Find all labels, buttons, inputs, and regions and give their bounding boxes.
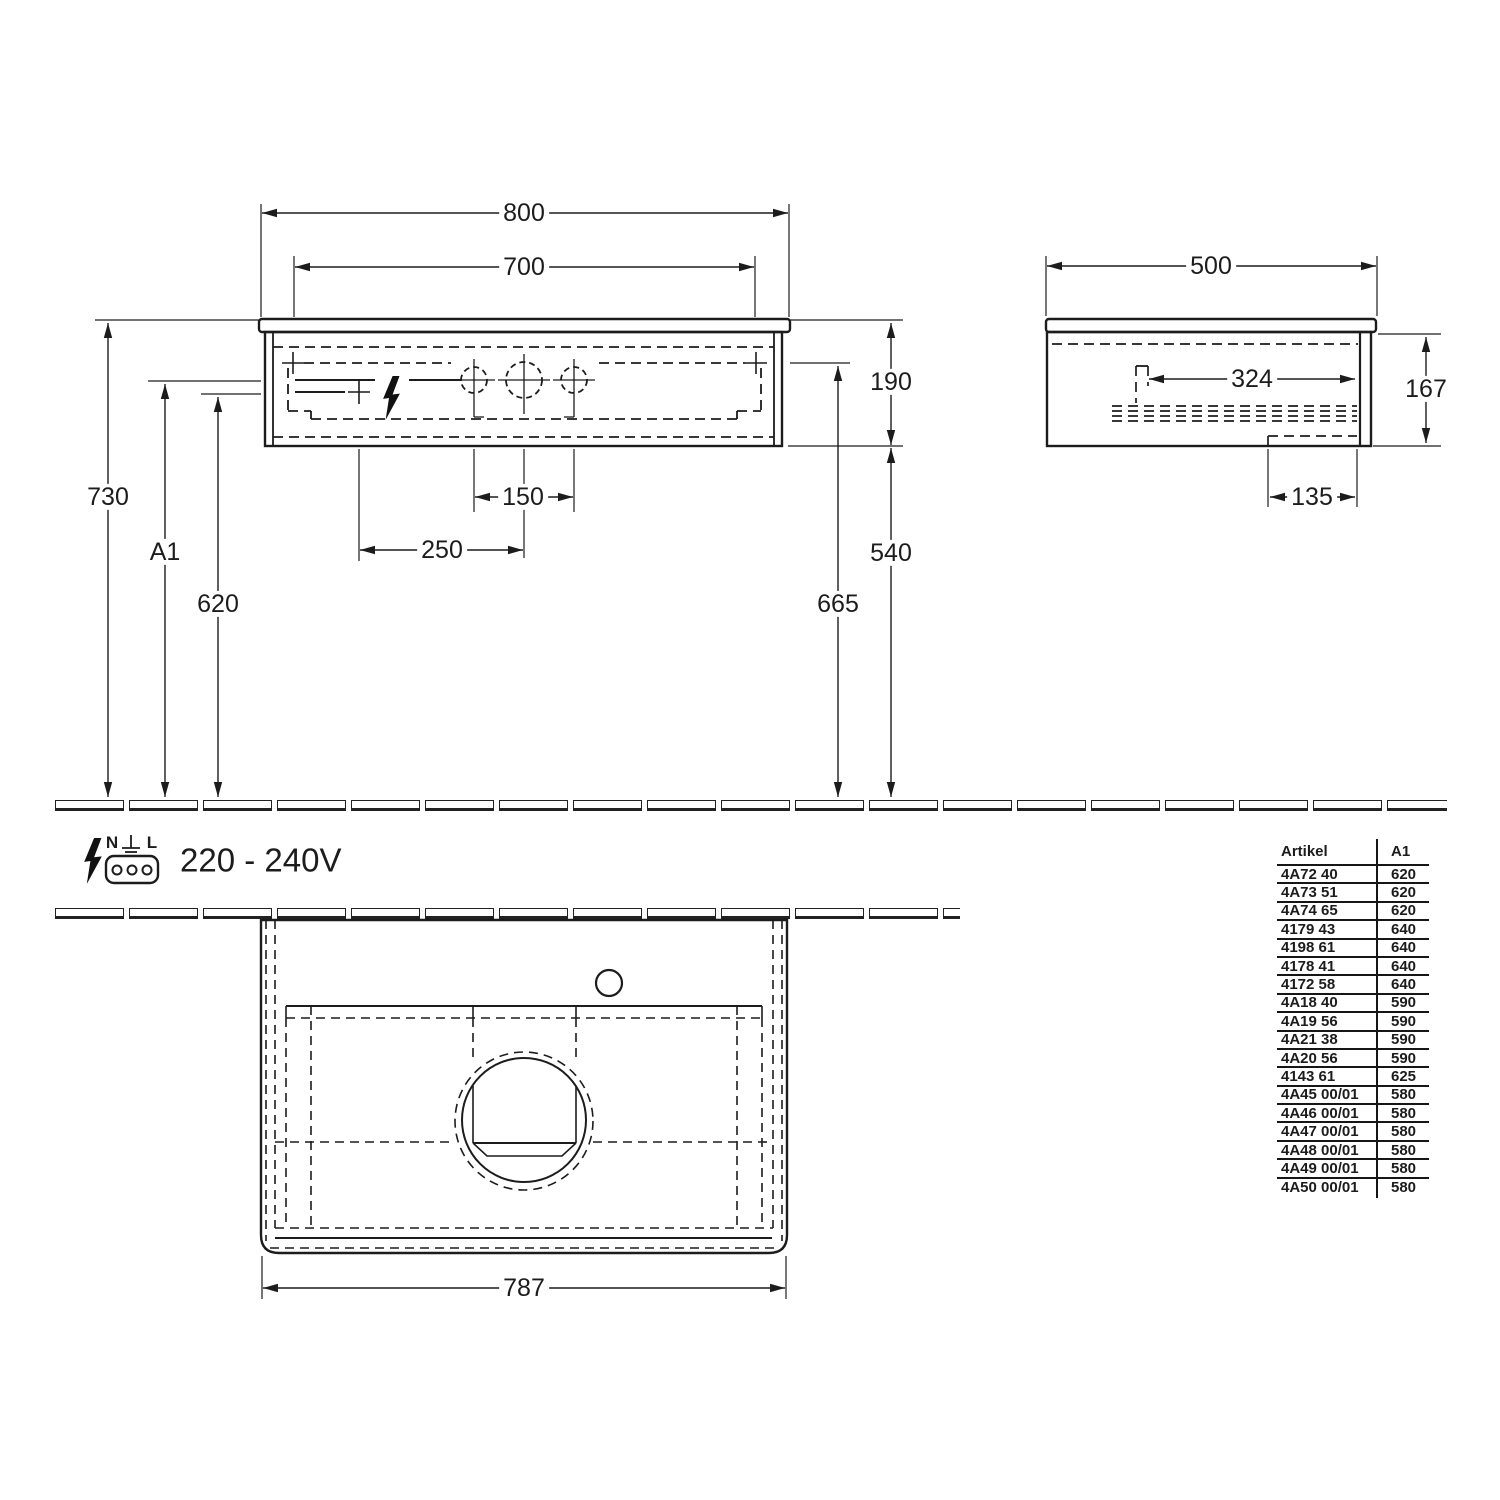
lightning-bolt-icon [383,376,400,420]
dim-665: 665 [813,591,863,617]
a1-cell: 640 [1391,939,1417,957]
col-header-artikel: Artikel [1281,843,1328,860]
artikel-cell: 4A47 00/01 [1281,1123,1359,1141]
countertop-side [1046,319,1376,332]
table-row [1277,1105,1429,1123]
artikel-cell: 4A50 00/01 [1281,1179,1359,1197]
dim-540: 540 [866,540,916,566]
a1-cell: 580 [1391,1179,1417,1197]
table-row [1277,1087,1429,1105]
dim-700: 700 [499,254,549,280]
table-row [1277,1013,1429,1031]
dim-167: 167 [1401,376,1451,402]
a1-cell: 590 [1391,1012,1417,1030]
artikel-table [1277,839,1429,1197]
a1-cell: 580 [1391,1141,1417,1159]
a1-cell: 640 [1391,920,1417,938]
artikel-cell: 4A74 65 [1281,902,1338,920]
col-header-a1: A1 [1391,843,1411,860]
socket-pin-l-label: L [146,833,158,852]
a1-cell: 620 [1391,884,1417,902]
cabinet-body-side [1047,332,1371,446]
artikel-cell: 4A19 56 [1281,1012,1338,1030]
faucet-hole [596,970,622,996]
a1-cell: 590 [1391,1031,1417,1049]
a1-cell: 590 [1391,1049,1417,1067]
artikel-cell: 4A49 00/01 [1281,1159,1359,1177]
dim-190: 190 [866,369,916,395]
table-row [1277,1050,1429,1068]
artikel-cell: 4172 58 [1281,976,1336,994]
a1-cell: 625 [1391,1067,1417,1085]
drain-slot [473,1143,576,1156]
basin-edge-ticks [286,1006,762,1018]
voltage-label: 220 - 240V [180,841,342,879]
a1-cell: 580 [1391,1104,1417,1122]
basin-outline [261,920,787,1253]
table-column-divider [1376,839,1378,1198]
faucet-hole-marks [453,354,595,417]
dim-150: 150 [498,484,548,510]
a1-cell: 620 [1391,902,1417,920]
artikel-cell: 4A20 56 [1281,1049,1338,1067]
a1-cell: 580 [1391,1123,1417,1141]
artikel-cell: 4A18 40 [1281,994,1338,1012]
a1-cell: 580 [1391,1086,1417,1104]
wiring-route-lines [295,380,462,404]
table-row [1277,866,1429,884]
table-row [1277,1160,1429,1178]
table-row [1277,958,1429,976]
table-row [1277,903,1429,921]
table-row [1277,1068,1429,1086]
table-row [1277,976,1429,994]
a1-cell: 580 [1391,1159,1417,1177]
a1-cell: 640 [1391,957,1417,975]
artikel-cell: 4A45 00/01 [1281,1086,1359,1104]
front-view [259,319,790,446]
artikel-cell: 4179 43 [1281,920,1336,938]
drain-opening-circle [462,1058,586,1182]
artikel-cell: 4143 61 [1281,1067,1336,1085]
table-row [1277,995,1429,1013]
countertop-front [259,319,790,332]
power-socket-icon [106,856,158,883]
artikel-cell: 4178 41 [1281,957,1336,975]
artikel-cell: 4A21 38 [1281,1031,1338,1049]
table-row [1277,1179,1429,1197]
artikel-cell: 4A48 00/01 [1281,1141,1359,1159]
table-header-row [1277,839,1429,866]
dim-135: 135 [1287,484,1337,510]
table-row [1277,921,1429,939]
a1-cell: 620 [1391,865,1417,883]
dim-730: 730 [83,484,133,510]
dim-250: 250 [417,537,467,563]
lightning-bolt-icon [84,838,102,884]
a1-cell: 640 [1391,976,1417,994]
dim-800: 800 [499,200,549,226]
table-row [1277,1142,1429,1160]
plan-hidden-lines [266,920,782,1248]
artikel-cell: 4A46 00/01 [1281,1104,1359,1122]
table-row [1277,1032,1429,1050]
artikel-cell: 4198 61 [1281,939,1336,957]
drain-recess-dashed-circle [455,1052,593,1190]
earth-ground-icon [122,835,140,856]
dim-787: 787 [499,1275,549,1301]
table-row [1277,940,1429,958]
side-view [1046,319,1376,446]
dim-620: 620 [193,591,243,617]
socket-pin-n-label: N [105,833,119,852]
dim-324: 324 [1227,366,1277,392]
side-hidden-lines [1052,344,1358,446]
dim-500: 500 [1186,253,1236,279]
artikel-cell: 4A73 51 [1281,884,1338,902]
plan-view [261,920,787,1253]
a1-cell: 590 [1391,994,1417,1012]
artikel-cell: 4A72 40 [1281,865,1338,883]
table-row [1277,884,1429,902]
table-row [1277,1123,1429,1141]
dim-a1: A1 [146,539,185,565]
